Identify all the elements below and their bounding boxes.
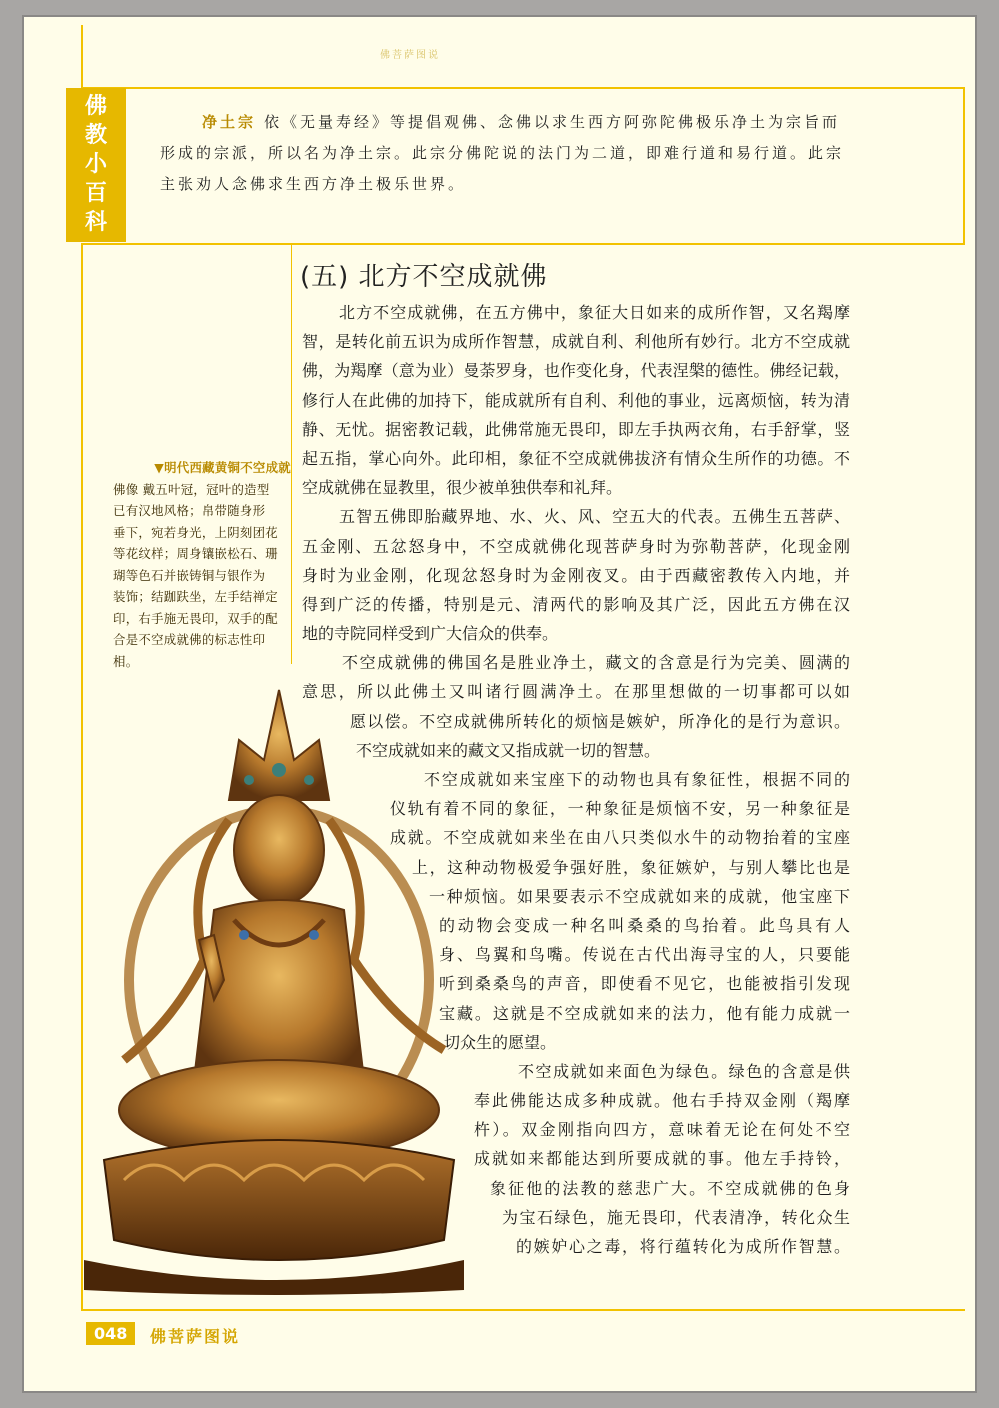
caption-line: 印，右手施无畏印，双手的配	[113, 610, 278, 626]
body-line: 五金刚、五忿怒身中，不空成就佛化现菩萨身时为弥勒菩萨，化现金刚	[302, 536, 850, 556]
tab-char: 小	[84, 151, 107, 177]
base-bottom	[84, 1260, 464, 1295]
body-line: 愿以偿。不空成就佛所转化的烦恼是嫉妒，所净化的是行为意识。	[350, 711, 850, 731]
body-line: 得到广泛的传播，特别是元、清两代的影响及其广泛，因此五方佛在汉	[302, 594, 850, 614]
header-faint-text: 佛菩萨图说	[380, 50, 440, 61]
caption-line: 佛像 戴五叶冠，冠叶的造型	[113, 481, 270, 497]
sidebar-term: 净土宗	[202, 113, 257, 131]
body-line: 不空成就佛的佛国名是胜业净土，藏文的含意是行为完美、圆满的	[342, 653, 850, 673]
body-line: 仪轨有着不同的象征，一种象征是烦恼不安，另一种象征是	[390, 799, 850, 819]
sidebar-tab	[66, 88, 126, 242]
image-caption	[113, 457, 291, 672]
caption-head: ▼明代西藏黄铜不空成就	[154, 460, 291, 475]
body-line: 上，这种动物极爱争强好胜，象征嫉妒，与别人攀比也是	[412, 857, 850, 877]
body-line: 成就如来都能达到所要成就的事。他左手持铃，	[474, 1149, 850, 1169]
body-line: 佛，为羯摩（意为业）曼荼罗身，也作变化身，代表涅槃的德性。佛经记载，	[302, 361, 850, 381]
body-line: 身、鸟翼和鸟嘴。传说在古代出海寻宝的人，只要能	[439, 945, 850, 965]
tab-char: 百	[84, 181, 107, 207]
body-line: 修行人在此佛的加持下，能成就所有自利、利他的事业，远离烦恼，转为清	[302, 390, 850, 410]
sidebar-box-text	[160, 107, 860, 200]
caption-line: 已有汉地风格；帛带随身形	[113, 503, 266, 518]
body-line: 的嫉妒心之毒，将行蕴转化为成所作智慧。	[516, 1237, 850, 1256]
body-line: 不空成就如来面色为绿色。绿色的含意是供	[518, 1061, 850, 1081]
body-line: 象征他的法教的慈悲广大。不空成就佛的色身	[490, 1178, 850, 1198]
body-line: 不空成就如来宝座下的动物也具有象征性，根据不同的	[424, 770, 850, 789]
necklace-stone	[239, 930, 249, 940]
book-title: 佛菩萨图说	[150, 1327, 241, 1346]
main-body-text	[302, 298, 850, 1261]
tab-char: 科	[84, 210, 107, 236]
crown-jewel	[272, 763, 286, 777]
body-line: 空成就佛在显教里，很少被单独供奉和礼拜。	[302, 478, 623, 498]
body-line: 奉此佛能达成多种成就。他右手持双金刚（羯摩	[474, 1091, 850, 1111]
footer-rule	[81, 1309, 965, 1311]
sidebar-line: 依《无量寿经》等提倡观佛、念佛以求生西方阿弥陀佛极乐净土为宗旨而	[264, 113, 841, 131]
body-line: 静、无忧。据密教记载，此佛常施无畏印，即左手执两衣角，右手舒掌，竖	[302, 419, 850, 439]
caption-line: 相。	[113, 653, 139, 669]
sidebar-line: 主张劝人念佛求生西方净土极乐世界。	[160, 175, 467, 193]
body-line: 起五指，掌心向外。此印相，象征不空成就佛拔济有情众生所作的功德。不	[302, 448, 850, 468]
caption-line: 合是不空成就佛的标志性印	[113, 632, 266, 647]
sidebar-box-bottom-rule	[81, 243, 965, 245]
body-line: 五智五佛即胎藏界地、水、火、风、空五大的代表。五佛生五菩萨、	[339, 507, 850, 527]
body-line: 地的寺院同样受到广大信众的供奉。	[302, 624, 559, 644]
header-top-rule	[81, 87, 965, 89]
sidebar-box-right-rule	[963, 87, 965, 244]
body-line: 杵）。双金刚指向四方，意味着无论在何处不空	[474, 1120, 850, 1140]
body-line: 智，是转化前五识为成所作智慧，成就自利、利他所有妙行。北方不空成就	[302, 332, 850, 352]
caption-column-rule	[291, 244, 292, 664]
caption-line: 瑚等色石并嵌铸铜与银作为	[113, 567, 266, 583]
caption-line: 等花纹样；周身镶嵌松石、珊	[113, 546, 278, 561]
body-line: 宝藏。这就是不空成就如来的法力，他有能力成就一	[439, 1003, 850, 1023]
body-line: 意思，所以此佛土又叫诸行圆满净土。在那里想做的一切事都可以如	[302, 682, 850, 702]
body-line: 听到桑桑鸟的声音，即使看不见它，也能被指引发现	[439, 974, 850, 994]
body-line: 身时为业金刚，化现忿怒身时为金刚夜叉。由于西藏密教传入内地，并	[302, 565, 850, 585]
body-line: 切众生的愿望。	[444, 1032, 557, 1052]
section-title: (五) 北方不空成就佛	[300, 262, 548, 292]
sidebar-line: 形成的宗派，所以名为净土宗。此宗分佛陀说的法门为二道，即难行道和易行道。此宗	[160, 144, 845, 162]
caption-line: 垂下，宛若身光，上阴刻团花	[113, 524, 278, 540]
caption-line: 装饰；结跏趺坐，左手结禅定	[113, 589, 278, 604]
body-line: 的动物会变成一种名叫桑桑的鸟抬着。此鸟具有人	[439, 915, 850, 935]
left-margin-rule	[81, 25, 83, 87]
tab-char: 佛	[84, 93, 107, 119]
body-line: 为宝石绿色，施无畏印，代表清净，转化众生	[502, 1207, 850, 1227]
body-line: 不空成就如来的藏文又指成就一切的智慧。	[356, 740, 661, 760]
crown-jewel	[244, 775, 254, 785]
page-number: 048	[86, 1322, 135, 1345]
body-line: 一种烦恼。如果要表示不空成就如来的成就，他宝座下	[429, 886, 850, 906]
body-line: 成就。不空成就如来坐在由八只类似水牛的动物抬着的宝座	[390, 828, 850, 848]
tab-char: 教	[84, 122, 107, 148]
body-line: 北方不空成就佛，在五方佛中，象征大日如来的成所作智，又名羯摩	[339, 303, 850, 322]
